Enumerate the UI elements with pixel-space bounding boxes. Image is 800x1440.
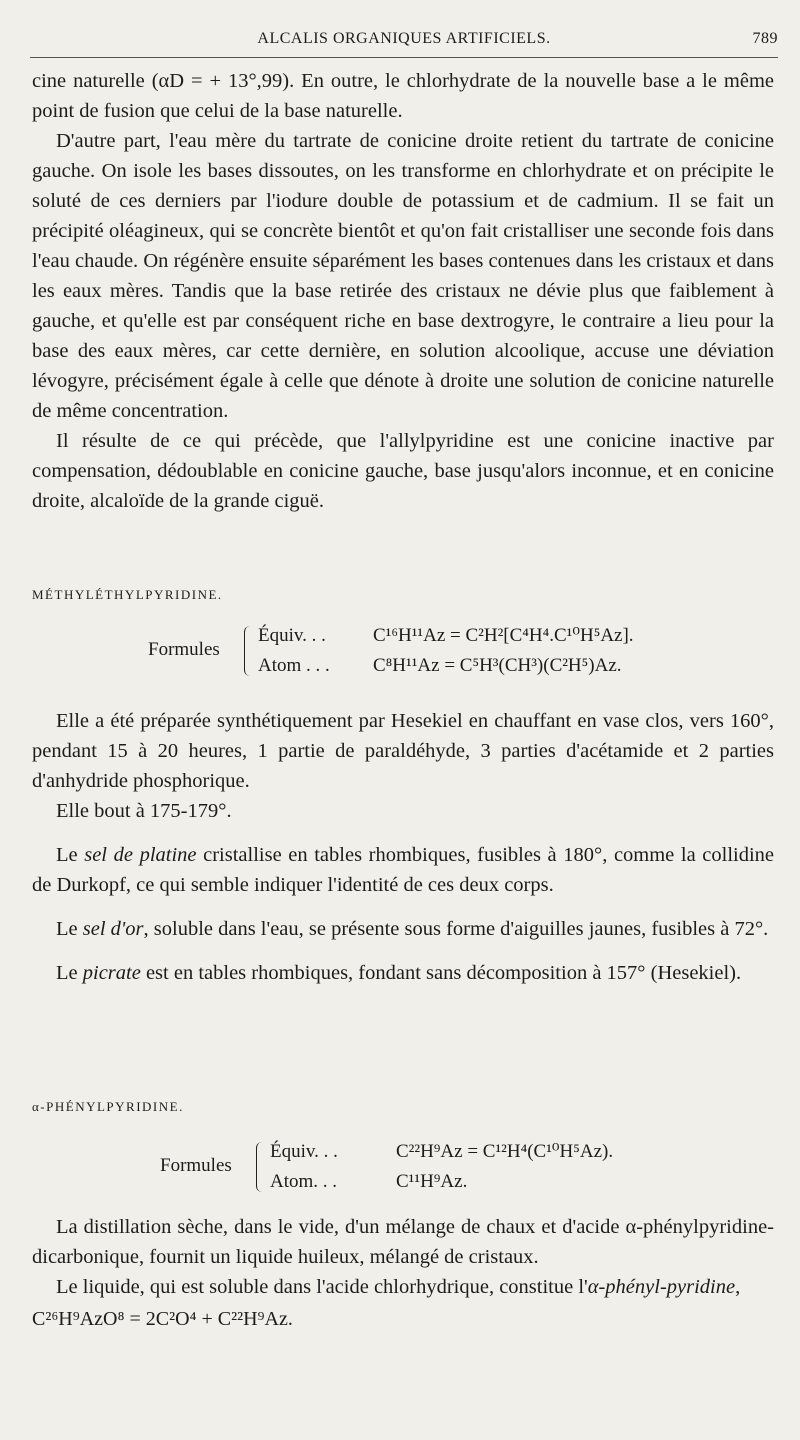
section2-title: α-PHÉNYLPYRIDINE. [32,1099,184,1114]
section1-heading [32,580,774,610]
section2-paragraph-1: La distillation sèche, dans le vide, d'un mélange de chaux et d'acide α-phénylpyridine-dicarbonique, fournit un liquide huileux, mélangé de cristaux. [32,1216,774,1268]
equiv-formula: C¹⁶H¹¹Az = C²H²[C⁴H⁴.C¹⁰H⁵Az]. [373,625,634,646]
section2-heading [32,1092,774,1122]
formula-label: Formules [148,639,220,660]
section1-formulas [148,622,748,682]
intro-text [32,66,774,516]
equiv-formula: C²²H⁹Az = C¹²H⁴(C¹⁰H⁵Az). [396,1141,614,1162]
intro-paragraph-1: cine naturelle (αD = + 13°,99). En outre, le chlorhydrate de la nouvelle base a le même point de fusion que celui de la base naturelle. [32,70,774,122]
section2-formulas [160,1138,720,1198]
section1-paragraph-1: Elle a été préparée synthétiquement par Hesekiel en chauffant en vase clos, vers 160°, pendant 15 à 20 heures, 1 partie de paraldéhyde, 3 parties d'acétamide et 2 parties d'anhydride phosphorique. [32,710,774,792]
section1-paragraph-4 [32,914,774,944]
emphasis: α-phényl-pyridine [587,1276,736,1298]
text-run: , soluble dans l'eau, se présente sous forme d'aiguilles jaunes, fusibles à 72°. [143,918,769,940]
atom-label: Atom. . . [270,1171,338,1192]
equiv-label: Équiv. . . [258,625,326,646]
page-header [30,30,778,56]
brace-icon [244,626,251,676]
reaction-equation: C²⁶H⁹AzO⁸ = 2C²O⁴ + C²²H⁹Az. [32,1308,293,1330]
text-run: Le liquide, qui est soluble dans l'acide chlorhydrique, constitue l' [56,1276,588,1298]
text-run: Le [56,962,83,984]
running-title: ALCALIS ORGANIQUES ARTIFICIELS. [257,30,551,47]
atom-formula: C¹¹H⁹Az. [396,1171,468,1192]
header-rule [30,57,778,58]
equiv-label: Équiv. . . [270,1141,338,1162]
emphasis: sel de platine [84,844,197,866]
brace-icon [256,1142,263,1192]
text-run: , [735,1276,741,1298]
section1-paragraph-2: Elle bout à 175-179°. [56,800,232,822]
atom-formula: C⁸H¹¹Az = C⁵H³(CH³)(C²H⁵)Az. [373,655,622,676]
section1-paragraph-3 [32,840,774,900]
section1-title: MÉTHYLÉTHYLPYRIDINE. [32,587,223,602]
intro-paragraph-3: Il résulte de ce qui précède, que l'allylpyridine est une conicine inactive par compensation, dédoublable en conicine gauche, base jusqu'alors inconnue, et en conicine droite, alcaloïde de la grande ciguë. [32,430,774,512]
text-run: Le [56,844,85,866]
text-run: cristallise en tables rhombiques, fusibles à 180°, comme la collidine de Durkopf, ce qui semble indiquer l'identité de ces deux corps. [32,844,775,896]
section2-paragraph-2 [32,1272,774,1302]
text-run: est en tables rhombiques, fondant sans décomposition à 157° (Hesekiel). [140,962,742,984]
section1-body [32,706,774,988]
atom-label: Atom . . . [258,655,330,676]
page-number: 789 [752,30,778,47]
intro-paragraph-2: D'autre part, l'eau mère du tartrate de conicine droite retient du tartrate de conicine gauche. On isole les bases dissoutes, on les transforme en chlorhydrate et on précipite le soluté de ces derniers par l'iodure double de potassium et de cadmium. Il se fait un précipité oléagineux, qui se concrète bientôt et qu'on fait cristalliser une seconde fois dans l'eau chaude. On régénère ensuite séparément les bases contenues dans les cristaux et dans les eaux mères. Tandis que la base retirée des cristaux ne dévie plus que faiblement à gauche, et qu'elle est par conséquent riche en base dextrogyre, le contraire a lieu pour la base des eaux mères, car cette dernière, en solution alcoolique, accuse une déviation lévogyre, précisément égale à celle que dénote à droite une solution de conicine naturelle de même concentration. [32,130,774,422]
text-run: Le [56,918,83,940]
section1-paragraph-5 [32,958,774,988]
emphasis: sel d'or [82,918,144,940]
section2-body [32,1212,774,1334]
formula-label: Formules [160,1155,232,1176]
emphasis: picrate [82,962,141,984]
